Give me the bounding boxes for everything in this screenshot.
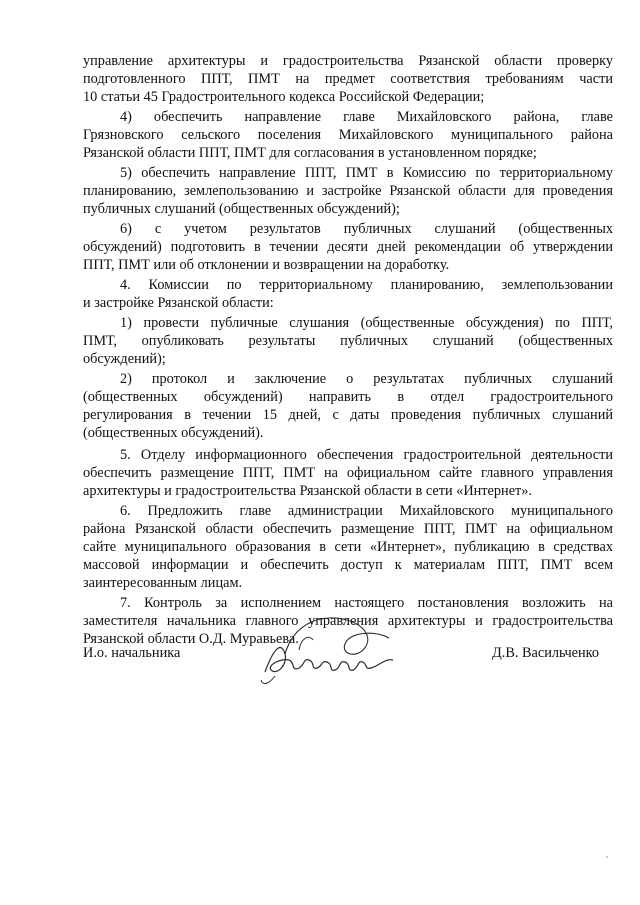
text-line: подготовленного ППТ, ПМТ на предмет соответствия требованиям части: [83, 71, 613, 87]
text-line: 5. Отделу информационного обеспечения градостроительной деятельности: [120, 447, 613, 463]
text-line: Грязновского сельского поселения Михайловского муниципального района: [83, 127, 613, 143]
text-line: заинтересованным лицам.: [83, 575, 243, 591]
text-line: и застройке Рязанской области:: [83, 295, 274, 311]
text-line: 1) провести публичные слушания (общественные обсуждения) по ППТ,: [120, 315, 613, 331]
text-line: массовой информации и обеспечить доступ к материалам ППТ, ПМТ всем: [83, 557, 613, 573]
text-line: района Рязанской области обеспечить размещение ППТ, ПМТ на официальном: [83, 521, 613, 537]
text-line: (общественных обсуждений) направить в отдел градостроительного: [83, 389, 613, 405]
text-line: Рязанской области ППТ, ПМТ для согласования в установленном порядке;: [83, 145, 537, 161]
text-line: ППТ, ПМТ или об отклонении и возвращении на доработку.: [83, 257, 450, 273]
text-line: обсуждений) подготовить в течении десяти дней рекомендации об утверждении: [83, 239, 613, 255]
text-line: публичных слушаний (общественных обсуждений);: [83, 201, 400, 217]
text-line: (общественных обсуждений).: [83, 425, 264, 441]
text-line: управление архитектуры и градостроительства Рязанской области проверку: [83, 53, 613, 69]
text-line: 2) протокол и заключение о результатах публичных слушаний: [120, 371, 613, 387]
text-line: планированию, землепользованию и застройке Рязанской области для проведения: [83, 183, 613, 199]
scan-speck: [606, 856, 608, 858]
signer-name: Д.В. Васильченко: [492, 645, 600, 661]
text-line: сайте муниципального образования в сети «Интернет», публикацию в средствах: [83, 539, 613, 555]
text-line: Рязанской области О.Д. Муравьева.: [83, 631, 299, 647]
text-line: обеспечить размещение ППТ, ПМТ на официальном сайте главного управления: [83, 465, 613, 481]
text-line: заместителя начальника главного управления архитектуры и градостроительства: [83, 613, 613, 629]
text-line: 6) с учетом результатов публичных слушаний (общественных: [120, 221, 613, 237]
text-line: 7. Контроль за исполнением настоящего постановления возложить на: [120, 595, 613, 611]
text-line: 5) обеспечить направление ППТ, ПМТ в Комиссию по территориальному: [120, 165, 613, 181]
handwritten-signature: [255, 610, 415, 690]
text-line: 10 статьи 45 Градостроительного кодекса Российской Федерации;: [83, 89, 485, 105]
text-line: 6. Предложить главе администрации Михайловского муниципального: [120, 503, 613, 519]
text-line: 4. Комиссии по территориальному планированию, землепользовании: [120, 277, 613, 293]
text-line: 4) обеспечить направление главе Михайловского района, главе: [120, 109, 613, 125]
signer-position: И.о. начальника: [83, 645, 181, 661]
text-line: обсуждений);: [83, 351, 166, 367]
text-line: ПМТ, опубликовать результаты публичных слушаний (общественных: [83, 333, 613, 349]
text-line: архитектуры и градостроительства Рязанской области в сети «Интернет».: [83, 483, 533, 499]
text-line: регулирования в течении 15 дней, с даты проведения публичных слушаний: [83, 407, 613, 423]
